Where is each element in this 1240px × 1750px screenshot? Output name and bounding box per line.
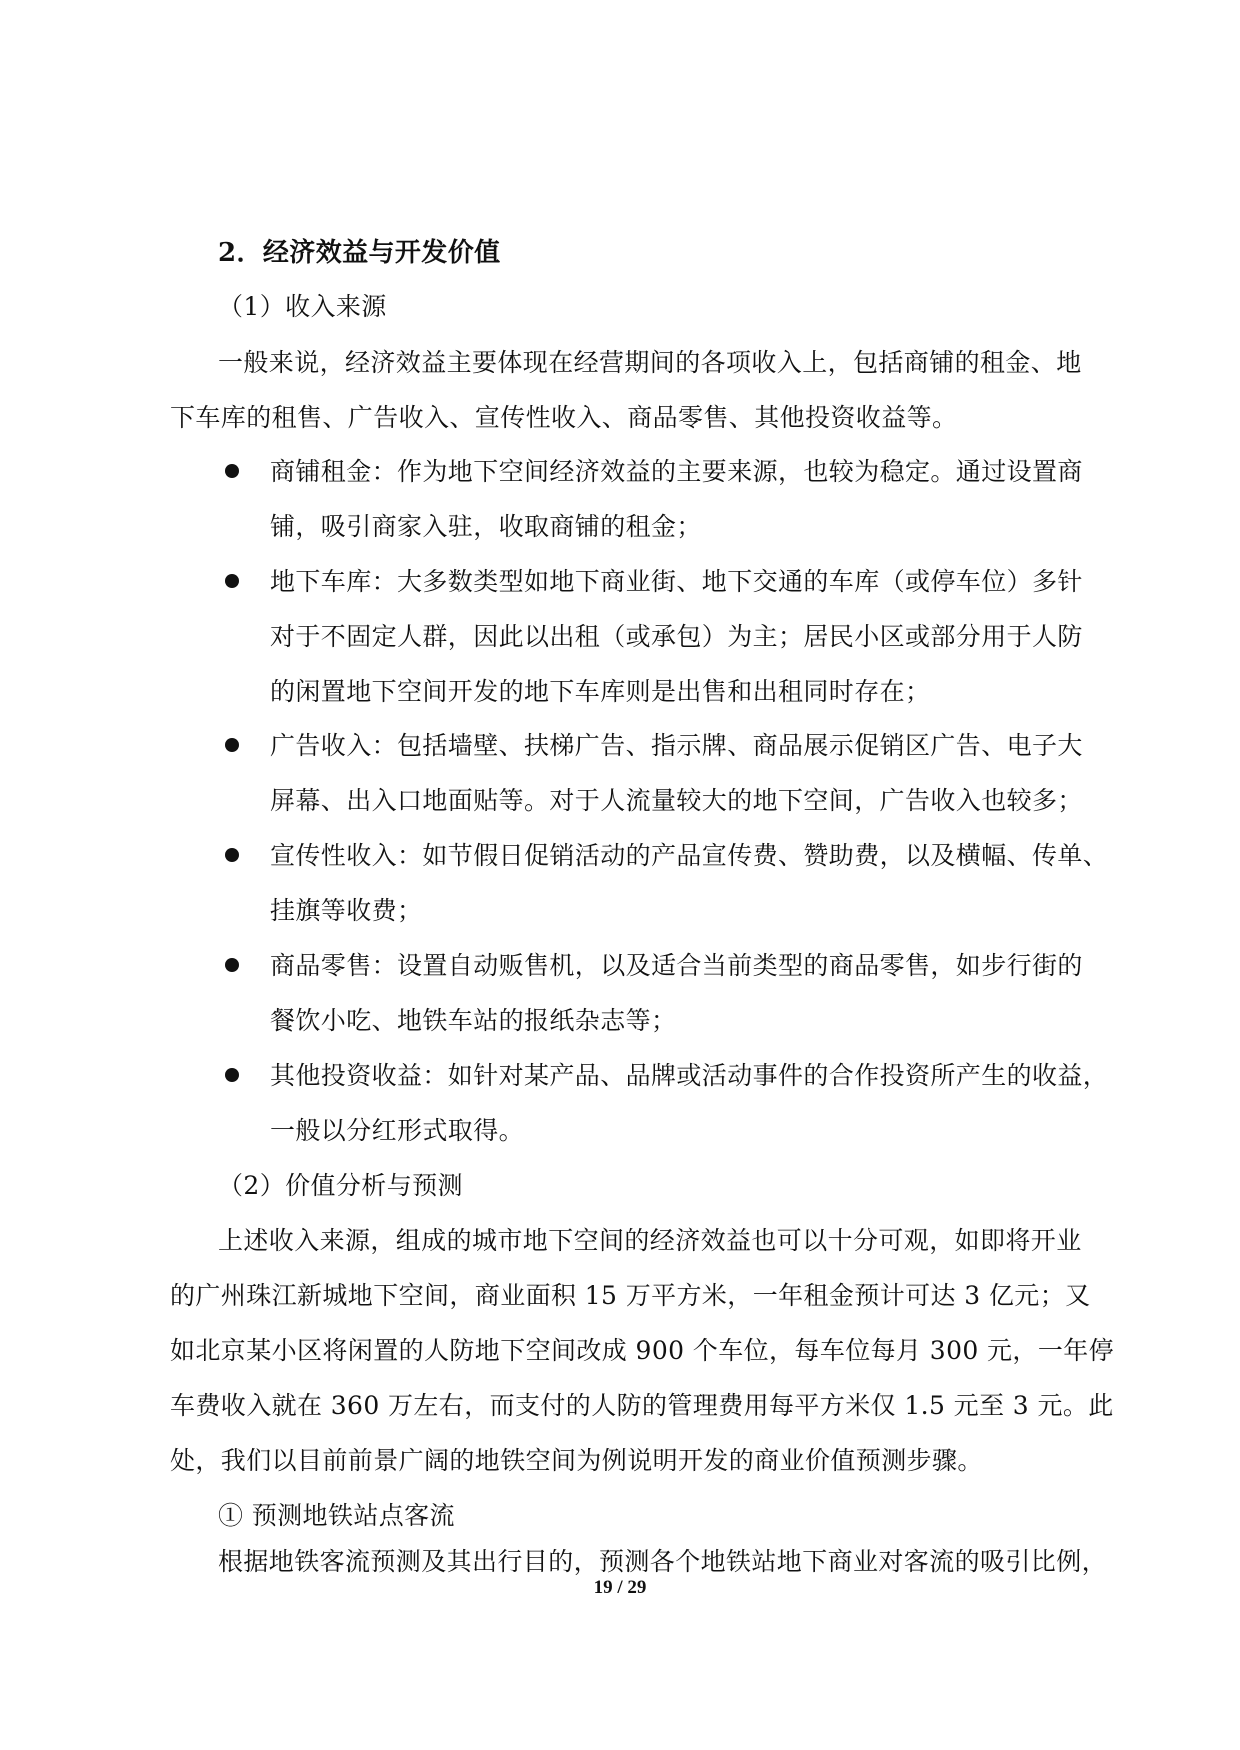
bullet-dot-icon [225,464,239,478]
bullet-item-line: 屏幕、出入口地面贴等。对于人流量较大的地下空间，广告收入也较多； [270,786,1083,815]
bullet-dot-icon [225,738,239,752]
bullet-item-line: 对于不固定人群，因此以出租（或承包）为主；居民小区或部分用于人防 [270,622,1083,651]
paragraph-line: 上述收入来源，组成的城市地下空间的经济效益也可以十分可观，如即将开业 [218,1226,1082,1255]
bullet-item-line: 挂旗等收费； [270,896,423,925]
bullet-item-line: 商品零售：设置自动贩售机，以及适合当前类型的商品零售，如步行街的 [270,951,1083,980]
paragraph-line: 处，我们以目前前景广阔的地铁空间为例说明开发的商业价值预测步骤。 [170,1446,983,1475]
bullet-item-line: 的闲置地下空间开发的地下车库则是出售和出租同时存在； [270,677,931,706]
subsection-heading-value-analysis: （2）价值分析与预测 [218,1171,463,1200]
paragraph-line: 下车库的租售、广告收入、宣传性收入、商品零售、其他投资收益等。 [170,403,958,432]
subsection-heading-income-sources: （1）收入来源 [218,292,387,321]
paragraph-line: 车费收入就在 360 万左右，而支付的人防的管理费用每平方米仅 1.5 元至 3 元。此 [170,1391,1114,1420]
bullet-item-line: 宣传性收入：如节假日促销活动的产品宣传费、赞助费，以及横幅、传单、 [270,841,1109,870]
section-heading: 2．经济效益与开发价值 [218,238,501,268]
bullet-dot-icon [225,848,239,862]
bullet-item-line: 一般以分红形式取得。 [270,1116,525,1145]
paragraph-line: 一般来说，经济效益主要体现在经营期间的各项收入上，包括商铺的租金、地 [218,348,1082,377]
step-heading: ① 预测地铁站点客流 [218,1501,455,1530]
bullet-item-line: 铺，吸引商家入驻，收取商铺的租金； [270,512,702,541]
bullet-item-line: 其他投资收益：如针对某产品、品牌或活动事件的合作投资所产生的收益， [270,1061,1109,1090]
paragraph-line: 的广州珠江新城地下空间，商业面积 15 万平方米，一年租金预计可达 3 亿元；又 [170,1281,1091,1310]
bullet-dot-icon [225,958,239,972]
page-number: 19 / 29 [593,1577,647,1598]
paragraph-line: 根据地铁客流预测及其出行目的，预测各个地铁站地下商业对客流的吸引比例， [218,1547,1108,1576]
bullet-dot-icon [225,1068,239,1082]
bullet-item-line: 地下车库：大多数类型如地下商业街、地下交通的车库（或停车位）多针 [270,567,1083,596]
bullet-dot-icon [225,574,239,588]
bullet-item-line: 广告收入：包括墙壁、扶梯广告、指示牌、商品展示促销区广告、电子大 [270,731,1083,760]
bullet-item-line: 餐饮小吃、地铁车站的报纸杂志等； [270,1006,677,1035]
paragraph-line: 如北京某小区将闲置的人防地下空间改成 900 个车位，每车位每月 300 元，一年停 [170,1336,1115,1365]
bullet-item-line: 商铺租金：作为地下空间经济效益的主要来源，也较为稳定。通过设置商 [270,457,1083,486]
